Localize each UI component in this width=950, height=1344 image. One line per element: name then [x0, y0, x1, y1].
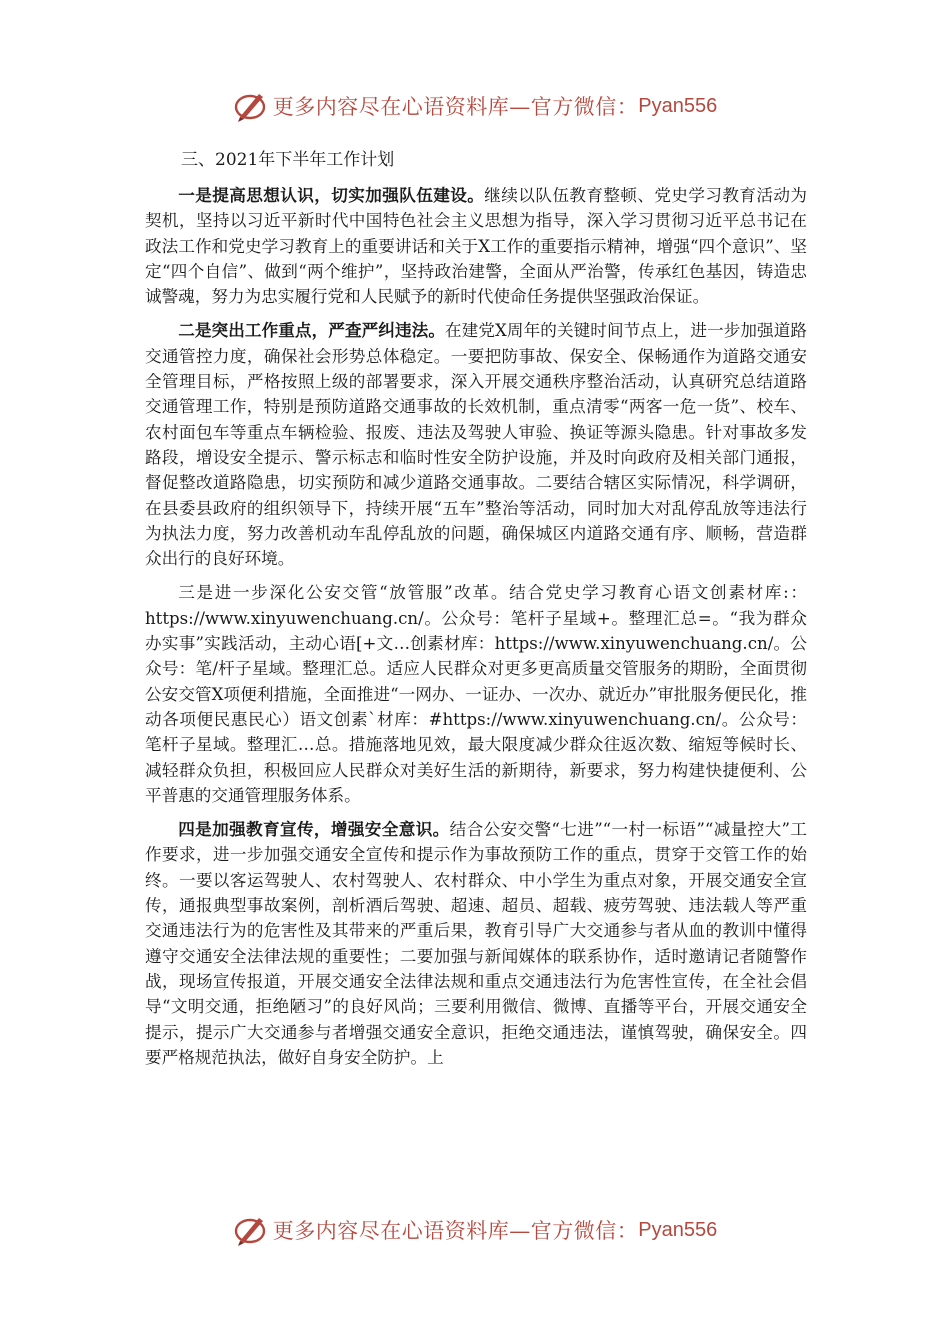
- paragraph-1-body: 继续以队伍教育整顿、党史学习教育活动为契机，坚持以习近平新时代中国特色社会主义思想为指导，深入学习贯彻习近平总书记在政法工作和党史学习教育上的重要讲话和关于X工作的重要指示精神，增强“四个意识”、坚定“四个自信”、做到“两个维护”，坚持政治建警，全面从严治警，传承红色基因，铸造忠诚警魂，努力为忠实履行党和人民赋予的新时代使命任务提供坚强政治保证。: [145, 186, 807, 307]
- paragraph-4-lead: 四是加强教育宣传，增强安全意识。: [178, 819, 450, 840]
- paragraph-3: [145, 580, 807, 808]
- pen-logo-icon: [233, 1213, 269, 1247]
- paragraph-4-body: 结合公安交警“七进”“一村一标语”“减量控大”工作要求，进一步加强交通安全宣传和提示作为事故预防工作的重点，贯穿于交管工作的始终。一要以客运驾驶人、农村驾驶人、农村群众、中小学生为重点对象，开展交通安全宣传，通报典型事故案例，剖析酒后驾驶、超速、超员、超载、疲劳驾驶、违法载人等严重交通违法行为的危害性及其带来的严重后果，教育引导广大交通参与者从血的教训中懂得遵守交通安全法律法规的重要性；二要加强与新闻媒体的联系协作，适时邀请记者随警作战，现场宣传报道，开展交通安全法律法规和重点交通违法行为危害性宣传，在全社会倡导“文明交通，拒绝陋习”的良好风尚；三要利用微信、微博、直播等平台，开展交通安全提示，提示广大交通参与者增强交通安全意识，拒绝交通违法，谨慎驾驶，确保安全。四要严格规范执法，做好自身安全防护。上: [145, 820, 807, 1067]
- paragraph-2: [145, 318, 807, 571]
- banner-text: 更多内容尽在心语资料库—官方微信：: [272, 95, 639, 119]
- banner-wechat-id: Pyan556: [638, 94, 718, 117]
- section-heading: 三、2021年下半年工作计划: [181, 150, 395, 170]
- paragraph-3-body: 三是进一步深化公安交管“放管服”改革。结合党史学习教育心语文创素材库:：https://www.xinyuwenchuang.cn/。公众号：笔杆子星域+。整理汇总=。“我为群众办实事”实践活动，主动心语[+文…创素材库：https://www.xinyuwenchuang.cn/。公众号：笔/杆子星域。整理汇总。适应人民群众对更多更高质量交管服务的期盼，全面贯彻公安交管X项便利措施，全面推进“一网办、一证办、一次办、就近办”审批服务便民化，推动各项便民惠民心）语文创素`材库：#https://www.xinyuwenchuang.cn/。公众号：笔杆子星域。整理汇…总。措施落地见效，最大限度减少群众往返次数、缩短等候时长、减轻群众负担，积极回应人民群众对美好生活的新期待，新要求，努力构建快捷便利、公平普惠的交通管理服务体系。: [145, 583, 807, 805]
- banner-wechat-id: Pyan556: [638, 1218, 718, 1241]
- document-body: [145, 148, 807, 1079]
- paragraph-2-body: 在建党X周年的关键时间节点上，进一步加强道路交通管控力度，确保社会形势总体稳定。一要把防事故、保安全、保畅通作为道路交通安全管理目标，严格按照上级的部署要求，深入开展交通秩序整治活动，认真研究总结道路交通管理工作，特别是预防道路交通事故的长效机制，重点清零“两客一危一货”、校车、农村面包车等重点车辆检验、报废、违法及驾驶人审验、换证等源头隐患。针对事故多发路段，增设安全提示、警示标志和临时性安全防护设施，并及时向政府及相关部门通报，督促整改道路隐患，切实预防和减少道路交通事故。二要结合辖区实际情况，科学调研，在县委县政府的组织领导下，持续开展“五车”整治等活动，同时加大对乱停乱放等违法行为执法力度，努力改善机动车乱停乱放的问题，确保城区内道路交通有序、顺畅，营造群众出行的良好环境。: [145, 321, 808, 569]
- paragraph-2-lead: 二是突出工作重点，严查严纠违法。: [178, 320, 445, 341]
- paragraph-4: [145, 817, 807, 1070]
- header-banner: [0, 86, 950, 126]
- paragraph-1: [145, 183, 807, 309]
- footer-banner: [0, 1210, 950, 1250]
- banner-text: 更多内容尽在心语资料库—官方微信：: [272, 1219, 639, 1243]
- pen-logo-icon: [233, 89, 269, 123]
- paragraph-1-lead: 一是提高思想认识，切实加强队伍建设。: [178, 185, 485, 205]
